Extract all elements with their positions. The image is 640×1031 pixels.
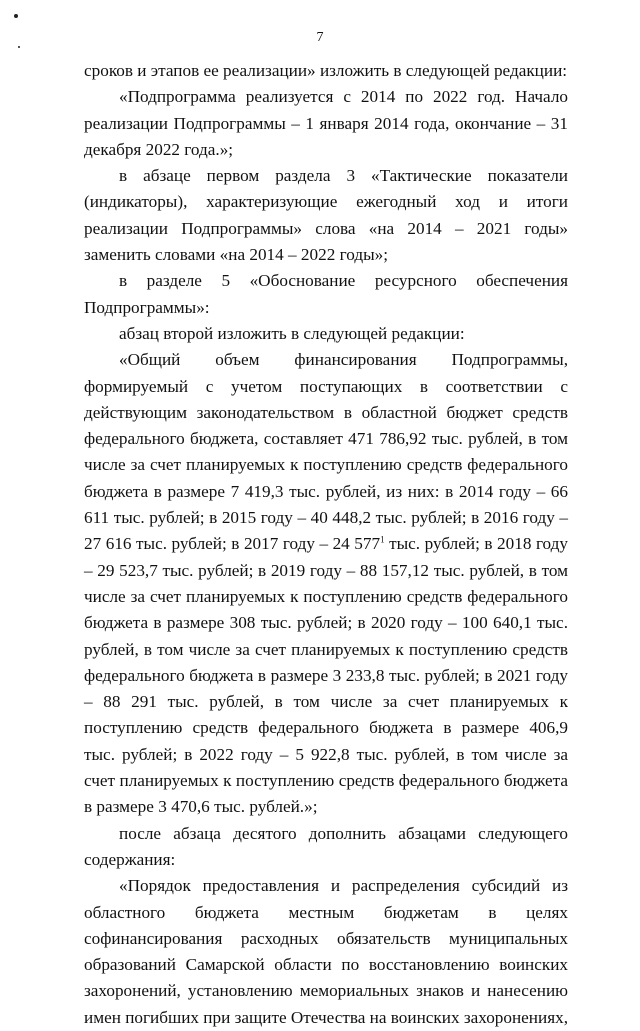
footnote-marker: 1 bbox=[380, 534, 385, 545]
paragraph-add-abzacs: после абзаца десятого дополнить абзацами следующего содержания: bbox=[84, 823, 568, 869]
page-number: 7 bbox=[316, 30, 324, 45]
paragraph-section3-amendment: в абзаце первом раздела 3 «Тактические показатели (индикаторы), характеризующие ежегодный ход и итоги реализации Подпрограммы» слова «на 2014 – 2021 годы» заменить словами «на 2014 – 2022 годы»; bbox=[84, 166, 568, 265]
paragraph-subsidies-quote: «Порядок предоставления и распределения субсидий из областного бюджета местным бюджетам в целях софинансирования расходных обязательств муниципальных образований Самарской области по восстановлению воинских захоронений, установлению мемориальных знаков и нанесению имен погибших при защите Отечества на воинских захоронениях, bbox=[84, 876, 568, 1027]
paragraph-second-abzac: абзац второй изложить в следующей редакции: bbox=[119, 323, 465, 343]
paragraph-period-quote: «Подпрограмма реализуется с 2014 по 2022 год. Начало реализации Подпрограммы – 1 января 2014 года, окончание – 31 декабря 2022 года.»; bbox=[84, 87, 568, 159]
paragraph-financing-quote bbox=[84, 347, 568, 820]
paragraph-section5-heading: в разделе 5 «Обоснование ресурсного обеспечения Подпрограммы»: bbox=[84, 271, 568, 317]
paragraph-continuation: сроков и этапов ее реализации» изложить в следующей редакции: bbox=[84, 61, 568, 80]
financing-text-part1: «Общий объем финансирования Подпрограммы, формируемый с учетом поступающих в соответствии с действующим законодательством в областной бюджет средств федерального бюджета, составляет 471 786,92 тыс. рублей, в том числе за счет планируемых к поступлению средств федерального бюджета в размере 7 419,3 тыс. рублей, из них: в 2014 году – 66 611 тыс. рублей; в 2015 году – 40 448,2 тыс. рублей; в 2016 году – 27 616 тыс. рублей; в 2017 году – 24 577 bbox=[84, 350, 568, 554]
document-body bbox=[84, 58, 568, 1031]
financing-text-part2: тыс. рублей; в 2018 году – 29 523,7 тыс. рублей; в 2019 году – 88 157,12 тыс. рублей, в том числе за счет планируемых к поступлению средств федерального бюджета в размере 308 тыс. рублей; в 2020 году – 100 640,1 тыс. рублей, в том числе за счет планируемых к поступлению средств федерального бюджета в размере 3 233,8 тыс. рублей; в 2021 году – 88 291 тыс. рублей, в том числе за счет планируемых к поступлению средств федерального бюджета в размере 406,9 тыс. рублей; в 2022 году – 5 922,8 тыс. рублей, в том числе за счет планируемых к поступлению средств федерального бюджета в размере 3 470,6 тыс. рублей.»; bbox=[84, 534, 568, 817]
scan-speck bbox=[14, 14, 18, 18]
scan-speck bbox=[18, 46, 20, 48]
